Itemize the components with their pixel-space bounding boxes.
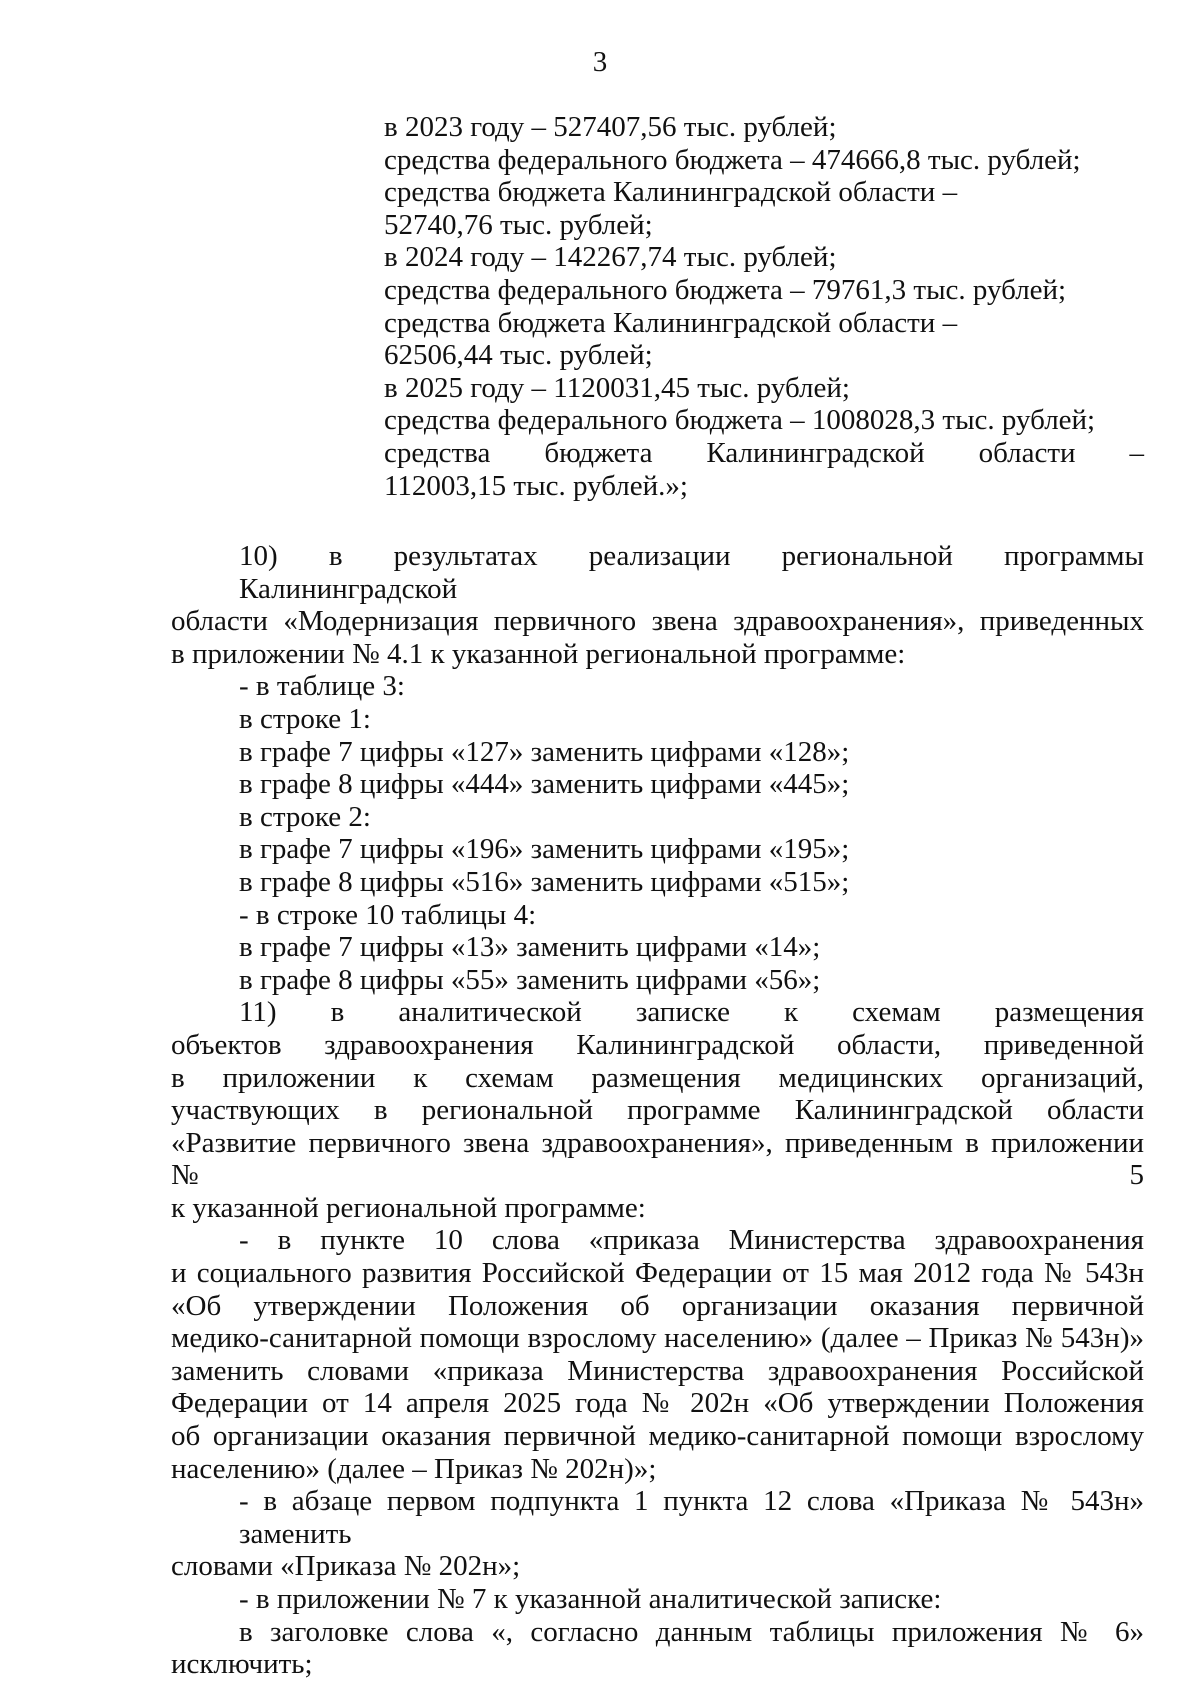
funding-line: 62506,44 тыс. рублей; <box>384 339 653 372</box>
funding-line: 52740,76 тыс. рублей; <box>384 208 653 241</box>
item10-line: 10) в результатах реализации региональной программы Калининградской <box>239 540 1144 605</box>
item11-line: и социального развития Российской Федерации от 15 мая 2012 года № 543н <box>171 1257 1144 1290</box>
item10-line: в графе 7 цифры «196» заменить цифрами «195»; <box>239 833 850 866</box>
item11-line: - в пункте 10 слова «приказа Министерства здравоохранения <box>239 1224 1144 1257</box>
item10-line: - в таблице 3: <box>239 670 405 703</box>
item10-line: в приложении № 4.1 к указанной региональной программе: <box>171 637 906 670</box>
item11-line: в приложении к схемам размещения медицинских организаций, <box>171 1061 1144 1094</box>
funding-line: средства федерального бюджета – 1008028,3 тыс. рублей; <box>384 404 1096 437</box>
funding-line: в 2025 году – 1120031,45 тыс. рублей; <box>384 371 850 404</box>
page-number: 3 <box>592 46 608 78</box>
funding-block <box>384 111 1144 502</box>
item10-line: области «Модернизация первичного звена здравоохранения», приведенных <box>171 605 1144 638</box>
item11-line: в заголовке слова «, согласно данным таблицы приложения № 6» <box>239 1615 1144 1648</box>
item10-line: в графе 7 цифры «13» заменить цифрами «14»; <box>239 931 821 964</box>
funding-line: 112003,15 тыс. рублей.»; <box>384 469 688 502</box>
item11-line: Федерации от 14 апреля 2025 года № 202н «Об утверждении Положения <box>171 1387 1144 1420</box>
item10-line: в графе 8 цифры «516» заменить цифрами «515»; <box>239 865 850 898</box>
funding-line: средства бюджета Калининградской области – <box>384 436 1144 469</box>
item11-line: «Об утверждении Положения об организации оказания первичной <box>171 1289 1144 1322</box>
item10-line: в строке 2: <box>239 800 371 833</box>
item10-line: в графе 7 цифры «127» заменить цифрами «128»; <box>239 735 850 768</box>
item11-line: объектов здравоохранения Калининградской области, приведенной <box>171 1028 1144 1061</box>
item11-line: об организации оказания первичной медико-санитарной помощи взрослому <box>171 1420 1144 1453</box>
funding-line: средства бюджета Калининградской области – <box>384 176 958 209</box>
item11-line: - в абзаце первом подпункта 1 пункта 12 слова «Приказа № 543н» заменить <box>239 1485 1144 1550</box>
item10-line: - в строке 10 таблицы 4: <box>239 898 537 931</box>
item11-line: - в приложении № 7 к указанной аналитической записке: <box>239 1583 942 1615</box>
funding-line: средства бюджета Калининградской области – <box>384 306 958 339</box>
item11-line: 11) в аналитической записке к схемам размещения <box>239 996 1144 1029</box>
item11-line: заменить словами «приказа Министерства здравоохранения Российской <box>171 1354 1144 1387</box>
funding-line: средства федерального бюджета – 474666,8 тыс. рублей; <box>384 143 1081 176</box>
funding-line: в 2024 году – 142267,74 тыс. рублей; <box>384 241 837 274</box>
item11-line: словами «Приказа № 202н»; <box>171 1550 521 1583</box>
item10-line: в графе 8 цифры «55» заменить цифрами «56»; <box>239 963 821 996</box>
item11-line: «Развитие первичного звена здравоохранения», приведенным в приложении № 5 <box>171 1126 1144 1192</box>
item11-line: населению» (далее – Приказ № 202н)»; <box>171 1452 657 1485</box>
funding-line: средства федерального бюджета – 79761,3 тыс. рублей; <box>384 273 1067 306</box>
item11-line: исключить; <box>171 1648 313 1681</box>
item11-line: медико-санитарной помощи взрослому населению» (далее – Приказ № 543н)» <box>171 1322 1144 1355</box>
item10-line: в графе 8 цифры «444» заменить цифрами «445»; <box>239 768 850 801</box>
amendments-body <box>171 540 1144 1681</box>
item11-line: к указанной региональной программе: <box>171 1191 646 1224</box>
item11-line: участвующих в региональной программе Калининградской области <box>171 1094 1144 1127</box>
funding-line: в 2023 году – 527407,56 тыс. рублей; <box>384 111 837 143</box>
item10-line: в строке 1: <box>239 702 371 735</box>
